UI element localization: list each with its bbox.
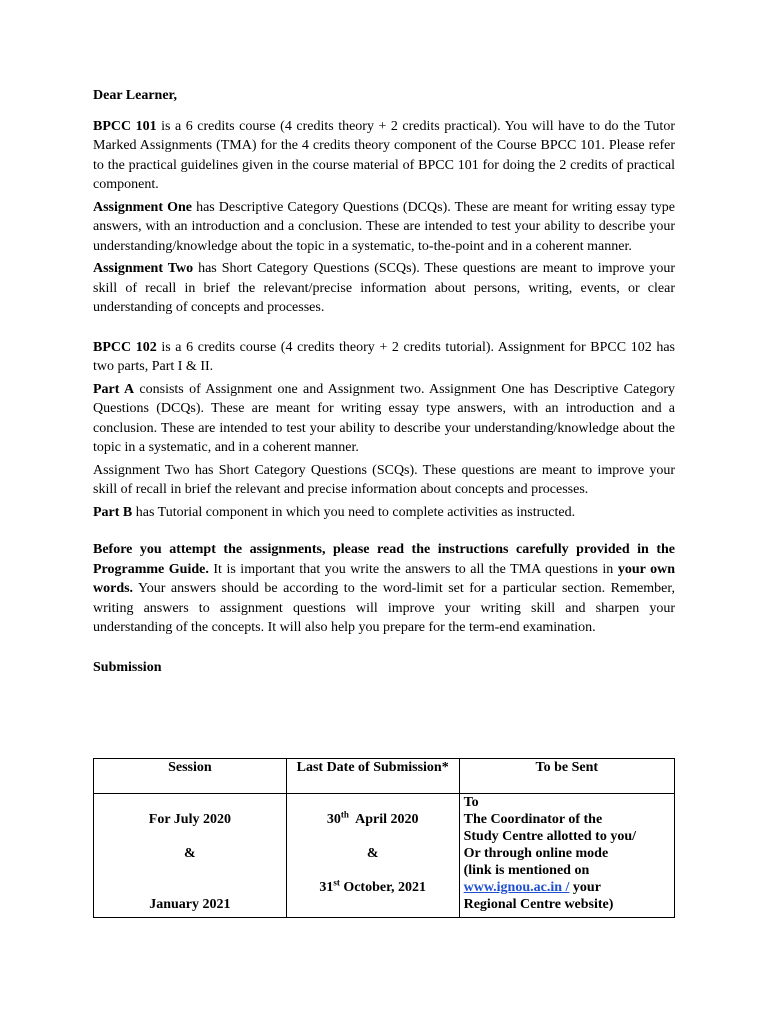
- document-page: [93, 86, 676, 912]
- instructions-bold-words: your own words.: [93, 561, 675, 596]
- date-amp: &: [366, 846, 379, 861]
- date-first: [291, 811, 455, 828]
- date-first-sup: th: [340, 809, 349, 820]
- table-header-row: [94, 759, 675, 794]
- part-a-label: Part A: [93, 381, 135, 397]
- submission-table: [93, 758, 675, 918]
- bpcc101-paragraph: [93, 117, 675, 195]
- date-first-day: 30: [326, 812, 341, 827]
- part-b-label: Part B: [93, 504, 133, 520]
- bpcc102-text: is a 6 credits course (4 credits theory + 2 credits tutorial). Assignment for BPCC 102 has two parts, Part I & II.: [93, 339, 675, 374]
- part-a-paragraph: [93, 380, 675, 458]
- sent-line-7: Regional Centre website): [463, 897, 614, 912]
- assignment-two-label: Assignment Two: [93, 261, 194, 276]
- assignment-one-paragraph: [93, 198, 675, 257]
- part-b-text: has Tutorial component in which you need to complete activities as instructed.: [132, 504, 576, 520]
- submission-title: Submission: [93, 659, 162, 675]
- last-date-cell: [286, 794, 459, 918]
- session-first: For July 2020: [148, 812, 231, 827]
- greeting: Dear Learner,: [93, 88, 177, 103]
- sent-line-5: (link is mentioned on: [463, 863, 590, 878]
- part-a-text: consists of Assignment one and Assignment two. Assignment One has Descriptive Category Questions (DCQs). These are meant for writing essay type answers, with an introduction and a conclusion. These are intended to test your ability to describe your understanding/knowledge about the topic in a systematic, and in a coherent manner.: [93, 381, 676, 455]
- sent-line-6-rest: your: [569, 880, 601, 895]
- bpcc102-paragraph: [93, 338, 675, 377]
- sent-line-3: Study Centre allotted to you/: [463, 829, 637, 844]
- sent-line-1: To: [463, 795, 479, 810]
- date-second-rest: October, 2021: [339, 880, 427, 895]
- header-session: Session: [94, 759, 287, 794]
- date-first-rest: April 2020: [348, 812, 419, 827]
- session-amp: &: [184, 846, 196, 861]
- to-be-sent-cell: [459, 794, 674, 918]
- ignou-website-link[interactable]: www.ignou.ac.in /: [463, 880, 570, 895]
- sent-line-2: The Coordinator of the: [463, 812, 603, 827]
- instructions-paragraph: [93, 540, 675, 638]
- date-second-day: 31: [319, 880, 334, 895]
- date-second-sup: st: [333, 877, 340, 888]
- instructions-text-1: It is important that you write the answers to all the TMA questions in: [208, 561, 618, 577]
- date-second: [291, 879, 455, 896]
- session-second: January 2021: [149, 897, 231, 912]
- table-row: [94, 794, 675, 918]
- bpcc101-text: is a 6 credits course (4 credits theory + 2 credits practical). You will have to do the Tutor Marked Assignments (TMA) for the 4 credits theory component of the Course BPCC 101. Please refer to the practical guidelines given in the course material of BPCC 101 for doing the 2 credits of practical component.: [93, 118, 675, 192]
- assignment-two-paragraph: [93, 259, 675, 318]
- header-to-be-sent: To be Sent: [459, 759, 674, 794]
- sent-line-6: [464, 879, 670, 896]
- instructions-bold-lead: Before you attempt the assignments, please read the instructions carefully provided in the Programme Guide.: [93, 542, 675, 577]
- assignment-two-b-paragraph: Assignment Two has Short Category Questions (SCQs). These questions are meant to improve your skill of recall in brief the relevant and precise information about concepts and processes.: [93, 462, 675, 497]
- assignment-two-text: has Short Category Questions (SCQs). These questions are meant to improve your skill of recall in brief the relevant/precise information about persons, writing, events, or clear understanding of concepts and processes.: [93, 261, 675, 315]
- assignment-one-label: Assignment One: [93, 199, 192, 215]
- header-last-date: Last Date of Submission*: [286, 759, 459, 794]
- instructions-text-2: Your answers should be according to the word-limit set for a particular section. Remember, writing answers to assignment questions will improve your writing skill and sharpen your understanding of the concepts. It will also help you prepare for the term-end examination.: [93, 581, 675, 635]
- part-b-paragraph: [93, 503, 675, 523]
- bpcc101-code: BPCC 101: [93, 118, 157, 134]
- assignment-one-text: has Descriptive Category Questions (DCQs). These are meant for writing essay type answers, with an introduction and a conclusion. These are intended to test your ability to describe your understanding/knowledge about the topic in a systematic, to-the-point and in a coherent manner.: [93, 199, 675, 254]
- bpcc102-code: BPCC 102: [93, 339, 157, 355]
- session-cell: [94, 794, 287, 918]
- sent-line-4: Or through online mode: [463, 846, 609, 861]
